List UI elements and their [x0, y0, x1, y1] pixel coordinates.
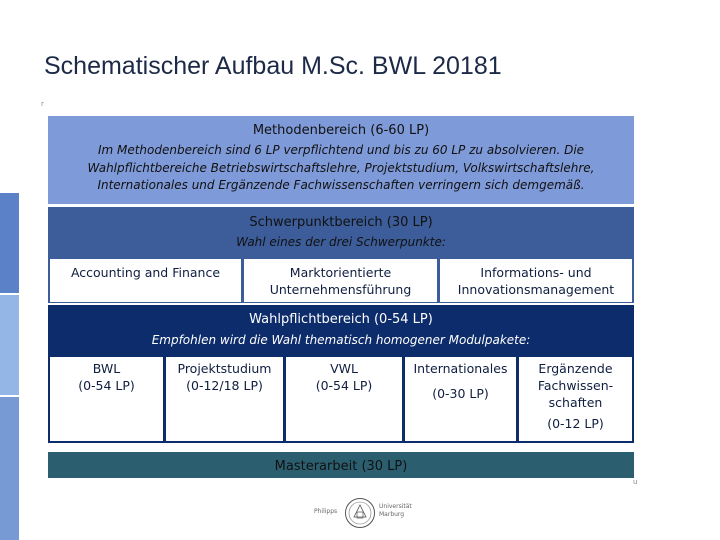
schwerpunkt-heading: Schwerpunktbereich (30 LP)	[249, 215, 433, 230]
methoden-block	[48, 116, 634, 204]
schwerpunkt-sub: Wahl eines der drei Schwerpunkte:	[236, 235, 446, 249]
wahlpflicht-module	[166, 357, 283, 441]
wahlpflicht-module	[50, 357, 163, 441]
seal-icon	[344, 497, 376, 529]
side-bar-3	[0, 397, 19, 540]
corner-mark: r	[41, 100, 44, 108]
module-lp: (0-54 LP)	[78, 378, 135, 393]
logo-text-left: Philipps	[314, 508, 338, 515]
module-name: Ergänzende Fachwissen- schaften	[537, 361, 614, 410]
module-lp: (0-12/18 LP)	[186, 378, 263, 393]
module-name: BWL	[92, 361, 121, 376]
schwerpunkt-option	[440, 259, 632, 302]
university-logo	[312, 497, 412, 529]
wahlpflicht-module	[286, 357, 402, 441]
module-name: Projektstudium	[177, 361, 272, 376]
wahlpflicht-heading: Wahlpflichtbereich (0-54 LP)	[249, 312, 433, 327]
module-lp: (0-12 LP)	[547, 416, 604, 431]
schwerpunkt-option-label: Accounting and Finance	[70, 265, 221, 280]
schwerpunkt-option	[50, 259, 241, 302]
slide-title: Schematischer Aufbau M.Sc. BWL 20181	[44, 52, 502, 80]
schwerpunkt-option-label: Informations- und Innovationsmanagement	[457, 265, 615, 297]
wahlpflicht-module	[405, 357, 516, 441]
masterarbeit-block	[48, 452, 634, 478]
module-name: VWL	[330, 361, 358, 376]
masterarbeit-label: Masterarbeit (30 LP)	[274, 459, 408, 474]
wahlpflicht-sub: Empfohlen wird die Wahl thematisch homogener Modulpakete:	[151, 333, 531, 347]
schwerpunkt-option	[244, 259, 437, 302]
logo-text-right: Universität Marburg	[379, 503, 412, 518]
module-name: Internationales	[413, 361, 508, 376]
side-bar-1	[0, 193, 19, 293]
wahlpflicht-block	[48, 305, 634, 443]
schwerpunkt-block	[48, 207, 634, 303]
schwerpunkt-option-label: Marktorientierte Unternehmensführung	[269, 265, 412, 297]
corner-mark: u	[633, 478, 638, 486]
side-bar-2	[0, 295, 19, 395]
methoden-text: Im Methodenbereich sind 6 LP verpflichtend und bis zu 60 LP zu absolvieren. Die Wahlpflichtbereiche Betriebswirtschaftslehre, Projektstudium, Volkswirtschaftslehre, Internationales und Ergänzende Fachwissenschaften verringern sich demgemäß.	[87, 143, 595, 192]
module-lp: (0-30 LP)	[432, 386, 489, 401]
methoden-heading: Methodenbereich (6-60 LP)	[252, 123, 430, 138]
wahlpflicht-module	[519, 357, 632, 441]
module-lp: (0-54 LP)	[315, 378, 373, 393]
